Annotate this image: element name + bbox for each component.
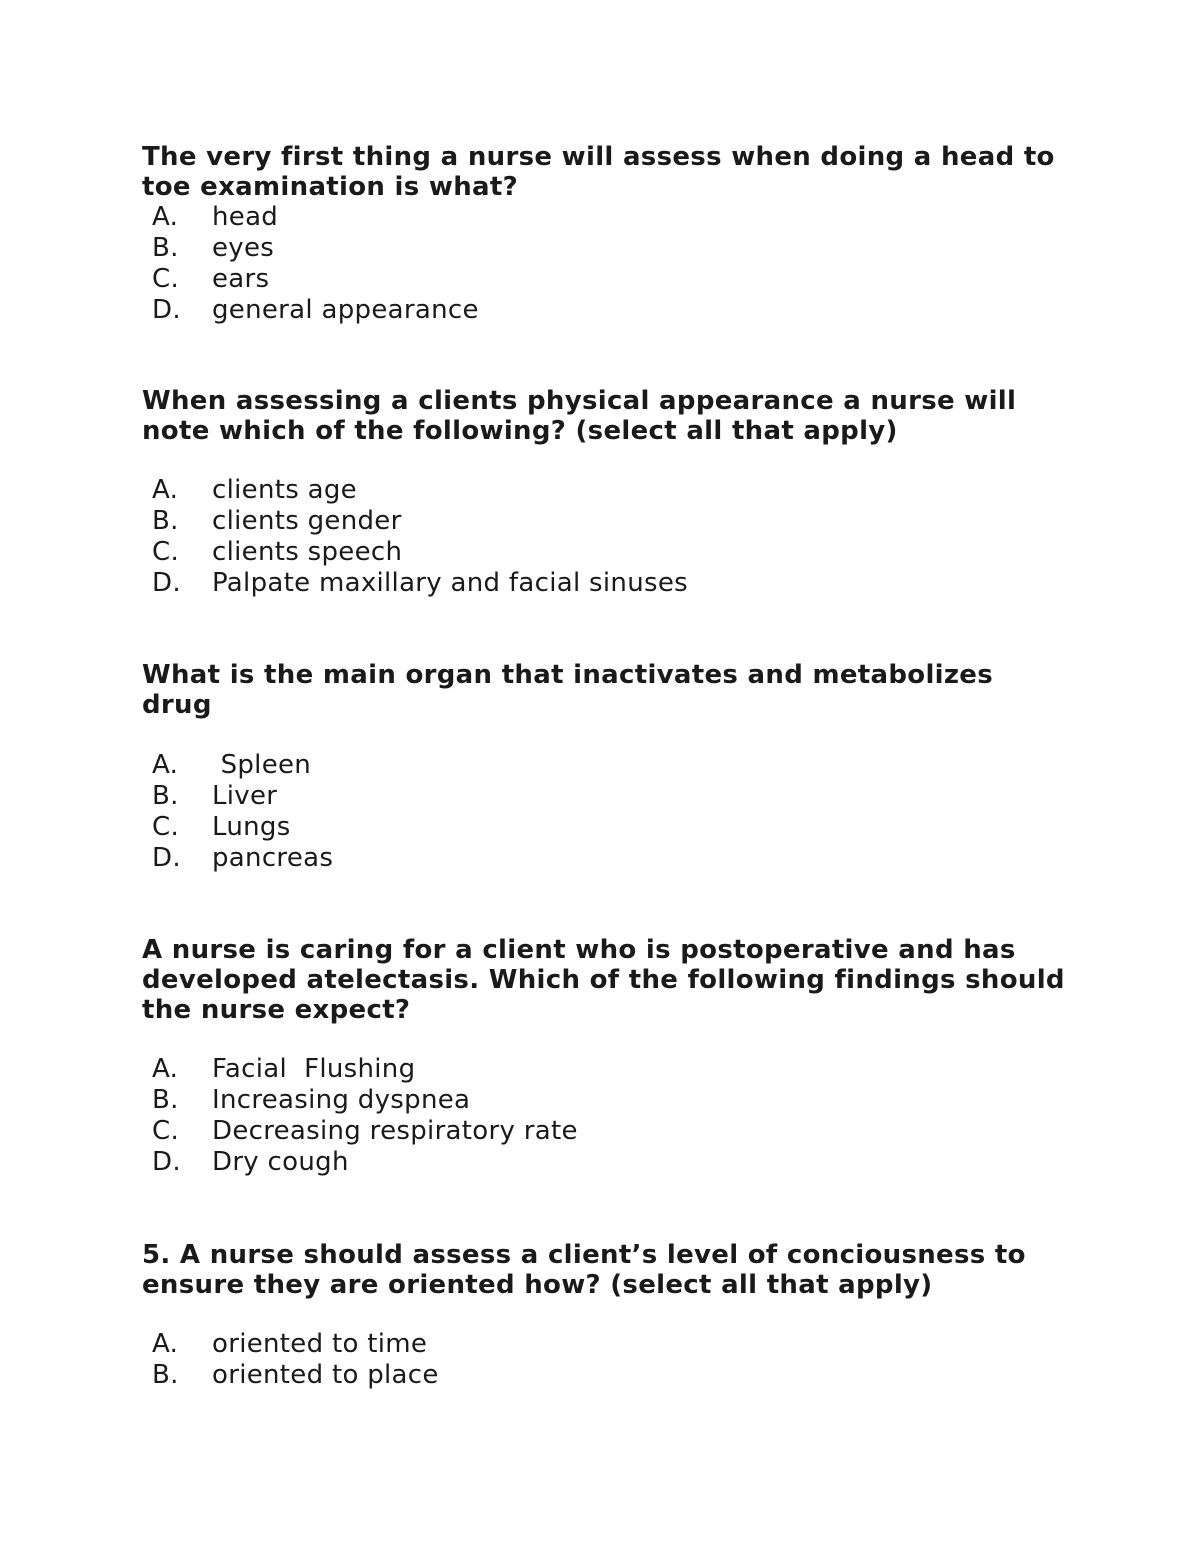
option-item [142, 843, 1072, 874]
option-letter: B. [152, 506, 179, 536]
option-letter: A. [152, 1329, 179, 1359]
question-text: What is the main organ that inactivates and metabolizes drug [142, 660, 994, 720]
option-item [142, 233, 1072, 264]
option-text: Lungs [212, 812, 291, 842]
option-text: eyes [212, 233, 275, 263]
option-letter: D. [152, 295, 181, 325]
option-item [142, 750, 1072, 781]
option-item [142, 812, 1072, 843]
question-1 [142, 142, 1072, 326]
option-text: pancreas [212, 843, 334, 873]
question-2 [142, 386, 1072, 599]
option-letter: C. [152, 812, 180, 842]
option-letter: B. [152, 1360, 179, 1390]
option-item [142, 202, 1072, 233]
option-letter: A. [152, 750, 179, 780]
option-letter: A. [152, 475, 179, 505]
option-letter: C. [152, 264, 180, 294]
question-text: A nurse is caring for a client who is postoperative and has developed atelectasis. Which of the following findings should the nurse expect? [142, 935, 1065, 1025]
options-list [142, 1329, 1072, 1391]
option-item [142, 1085, 1072, 1116]
option-letter: A. [152, 1054, 179, 1084]
option-text: Palpate maxillary and facial sinuses [212, 568, 688, 598]
option-letter: A. [152, 202, 179, 232]
option-text: Liver [212, 781, 278, 811]
options-list [142, 1054, 1072, 1178]
option-text: Decreasing respiratory rate [212, 1116, 578, 1146]
option-text: head [212, 202, 279, 232]
option-text: oriented to time [212, 1329, 428, 1359]
option-item [142, 1054, 1072, 1085]
option-letter: B. [152, 781, 179, 811]
option-text: general appearance [212, 295, 479, 325]
option-item [142, 295, 1072, 326]
option-text: Spleen [212, 750, 312, 780]
option-letter: B. [152, 1085, 179, 1115]
option-item [142, 781, 1072, 812]
option-letter: C. [152, 537, 180, 567]
question-text: 5. A nurse should assess a client’s level of conciousness to ensure they are oriented how? (select all that apply) [142, 1240, 1026, 1300]
option-text: Increasing dyspnea [212, 1085, 471, 1115]
option-letter: D. [152, 1147, 181, 1177]
options-list [142, 750, 1072, 874]
option-text: Dry cough [212, 1147, 349, 1177]
option-item [142, 1360, 1072, 1391]
option-item [142, 537, 1072, 568]
option-text: clients age [212, 475, 357, 505]
option-text: ears [212, 264, 270, 294]
option-text: Facial Flushing [212, 1054, 416, 1084]
option-item [142, 1147, 1072, 1178]
question-3 [142, 660, 1072, 874]
option-item [142, 264, 1072, 295]
option-item [142, 475, 1072, 506]
option-item [142, 506, 1072, 537]
option-letter: B. [152, 233, 179, 263]
question-text: The very first thing a nurse will assess when doing a head to toe examination is what? [142, 142, 1055, 202]
option-item [142, 568, 1072, 599]
option-letter: D. [152, 568, 181, 598]
question-5 [142, 1240, 1072, 1391]
option-letter: D. [152, 843, 181, 873]
option-text: clients gender [212, 506, 402, 536]
option-text: oriented to place [212, 1360, 439, 1390]
question-text: When assessing a clients physical appearance a nurse will note which of the following? (select all that apply) [142, 386, 1017, 446]
option-text: clients speech [212, 537, 403, 567]
options-list [142, 202, 1072, 326]
option-item [142, 1329, 1072, 1360]
question-4 [142, 935, 1072, 1178]
option-item [142, 1116, 1072, 1147]
option-letter: C. [152, 1116, 180, 1146]
options-list [142, 475, 1072, 599]
